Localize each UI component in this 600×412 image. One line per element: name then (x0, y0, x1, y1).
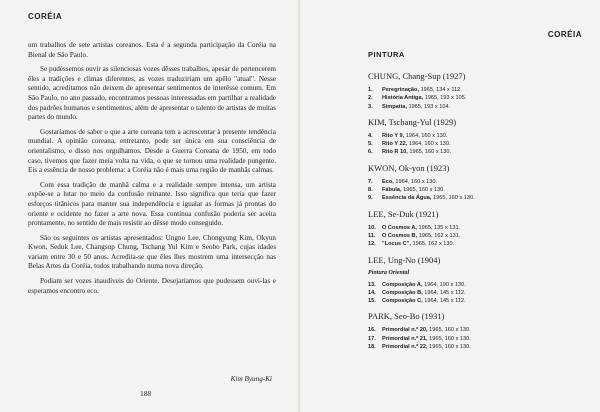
artwork-title: Simpatia, (382, 103, 407, 110)
paragraph: Com essa tradição de manhã calma e a realidade sempre intensa, um artista expõe-se a lutar no meio da confusão reinante. Isso significa que teria que fazer esforços titânicos para manter sua independência e igualar as formas já prontas do oriente e ocidente no fazer a arte nova. Essa contínua confusão poderia ser aceita prontamente, no sentido de mais resistir ao dêsse modo conseguido. (28, 180, 276, 228)
artist-heading (368, 209, 578, 219)
artwork-details: 1964, 160 x 130. (405, 132, 448, 139)
left-running-header: CORÉIA (28, 12, 63, 21)
artwork-number: 3. (368, 103, 373, 110)
artwork-number: 4. (368, 132, 373, 139)
artwork-title: Composição B, (382, 289, 423, 296)
artist-name: LEE, Ung-No (368, 254, 416, 265)
catalog-list (368, 50, 578, 357)
artist-heading (368, 117, 578, 127)
artwork-number: 17. (368, 335, 376, 342)
artwork-item (368, 335, 578, 343)
artwork-item (368, 326, 578, 334)
page-number: 188 (140, 389, 152, 398)
artwork-number: 5. (368, 141, 373, 148)
artwork-details: 1965, 193 x 104. (408, 103, 451, 110)
artwork-number: 1. (368, 87, 373, 93)
artist-birth-year: (1921) (415, 208, 439, 219)
artwork-number: 18. (368, 344, 376, 351)
artwork-item (368, 240, 578, 248)
artwork-title: Peregrinação, (382, 87, 419, 93)
artwork-title: Eco, (382, 178, 394, 185)
paragraph: São os seguintes os artistas apresentados: Ungno Lee, Chongyung Kim, Okyun Kwon, Seduk Lee, Changsup Chung, Tschang Yul Kim e Seobo Park, cujas idades variam entre 30 e 50 anos. Acredita-se que êles lhes mostrem uma intersecção nas Belas Artes da Coréia, todos trabalhando numa nova direção. (28, 233, 276, 271)
artist-name: LEE, Se-Duk (368, 208, 414, 219)
artwork-details: 1965, 193 x 105. (424, 95, 467, 102)
artist-list (368, 71, 578, 351)
artwork-item (368, 132, 578, 140)
right-running-header: CORÉIA (547, 30, 582, 39)
artwork-item (368, 297, 578, 305)
artwork-number: 8. (368, 187, 373, 194)
artist-entry (368, 209, 578, 249)
artwork-details: 1964, 145 x 112. (424, 289, 466, 296)
artwork-item (368, 94, 578, 102)
artist-heading (368, 163, 578, 173)
paragraph: Se pudéssemos ouvir as silenciosas vozes dêsses trabalhos, apesar de pertencerem êles a tradições e climas diferentes, as vozes traduziriam um apêlo "atual". Nesse sentido, acreditamos não deixem de apresentar sentimentos de interêsse comum. Em São Paulo, no ano passado, encontramos pessoas interessadas em partilhar a realidade dos padrões humanos e sentimentos, além de apresentar o talento de artistas de muitas partes do mundo. (28, 65, 276, 122)
artist-entry (368, 311, 578, 351)
artwork-title: Composição A, (382, 281, 423, 288)
artwork-number: 12. (368, 241, 376, 248)
artwork-title: Fábula, (382, 187, 402, 194)
artist-entry (368, 163, 578, 203)
artwork-number: 13. (368, 281, 376, 288)
author-signature: Kim Byung-Ki (230, 375, 272, 383)
artist-birth-year: (1923) (426, 162, 450, 173)
artwork-details: 1964, 145 x 112. (424, 298, 466, 305)
artwork-details: 1965, 162 x 130. (412, 241, 455, 248)
artwork-number: 15. (368, 298, 376, 305)
category-subtitle: Pintura Oriental (368, 269, 410, 276)
artwork-details: 1964, 190 x 130. (424, 281, 466, 288)
artist-entry (368, 71, 578, 111)
essay-text (28, 41, 276, 301)
artwork-item (368, 343, 578, 351)
artwork-number: 11. (368, 232, 376, 239)
artwork-number: 14. (368, 289, 376, 296)
artwork-details: 1965, 162 x 131. (418, 232, 461, 239)
artwork-item (368, 86, 578, 94)
artist-birth-year: (1927) (442, 71, 466, 81)
right-page (300, 0, 600, 412)
artist-entry (368, 255, 578, 306)
artwork-title: Rito Y 9, (382, 132, 405, 139)
artwork-details: 1965, 160 x 130. (403, 187, 445, 194)
artist-entry (368, 117, 578, 157)
artwork-title: O Cosmos A, (382, 224, 417, 231)
artwork-title: Rito Y 22, (382, 141, 408, 148)
artwork-title: Primordial n.º 20, (382, 327, 428, 334)
artwork-title: Composição C, (382, 298, 423, 305)
artwork-number: 9. (368, 195, 373, 202)
artwork-item (368, 224, 578, 232)
artwork-title: O Cosmos B, (382, 232, 418, 239)
artwork-title: Rito R 10, (382, 149, 408, 156)
artwork-number: 6. (368, 149, 373, 156)
artwork-title: Primordial n.º 22, (382, 344, 428, 351)
artist-heading (368, 311, 578, 321)
artist-name: KIM, Tschang-Yul (368, 116, 432, 127)
artwork-title: "Locus C", (382, 241, 411, 248)
artwork-details: 1965, 160 x 130. (429, 327, 471, 334)
artwork-details: 1965, 160 x 130. (433, 195, 475, 202)
artwork-item (368, 232, 578, 240)
artwork-details: 1965, 160 x 130. (409, 149, 452, 156)
artist-heading (368, 71, 578, 81)
artwork-details: 1964, 160 x 130. (408, 141, 451, 148)
artwork-number: 10. (368, 224, 376, 231)
artist-name: PARK, Seo-Bo (368, 311, 420, 322)
artwork-item (368, 186, 578, 194)
artwork-details: 1964, 160 x 130. (395, 178, 438, 185)
artist-name: KWON, Ok-yon (368, 162, 425, 173)
artwork-item (368, 289, 578, 297)
artist-heading (368, 255, 578, 265)
artist-birth-year: (1904) (417, 254, 441, 265)
artist-birth-year: (1929) (433, 116, 457, 127)
artist-name: CHUNG, Chang-Sup (368, 71, 441, 81)
artwork-number: 2. (368, 95, 373, 102)
artwork-details: 1965, 160 x 130. (429, 344, 471, 351)
artist-birth-year: (1931) (421, 311, 445, 322)
paragraph: Gostaríamos de saber o que a arte coreana tem a acrescentar à presente tendência mundial. A opinião coreana, entretanto, pode ser única em sua consciência de orientalismo, e disso nos orgulhamos. Desde a Guerra Coreana de 1950, em todo caso, tivemos que fazer meia volta na vida, o que se tornou uma realidade pungente. Eis a essência de nosso problema: a Coréia não é mais uma região de manhãs calmas. (28, 127, 276, 175)
artwork-details: 1965, 134 x 112. (420, 87, 462, 93)
paragraph: Podiam ser vozes inaudíveis do Oriente. Desejaríamos que pudessem ouví-las e esperamos encontro eco. (28, 277, 276, 295)
artwork-details: 1965, 135 x 131. (418, 224, 461, 231)
artwork-title: Essência da Água, (382, 195, 432, 202)
artwork-details: 1965, 160 x 130. (429, 335, 471, 342)
artwork-title: Primordial n.º 21, (382, 335, 428, 342)
artwork-item (368, 281, 578, 289)
artwork-number: 16. (368, 327, 376, 334)
artwork-item (368, 103, 578, 111)
artwork-item (368, 194, 578, 202)
artwork-item (368, 148, 578, 156)
section-title: PINTURA (368, 50, 405, 59)
artwork-title: História Antiga, (382, 95, 424, 102)
artwork-item (368, 140, 578, 148)
artwork-number: 7. (368, 178, 373, 185)
artwork-item (368, 178, 578, 186)
paragraph: um trabalhos de sete artistas coreanos. Esta é a segunda participação da Coréia na Bienal de São Paulo. (28, 41, 276, 59)
